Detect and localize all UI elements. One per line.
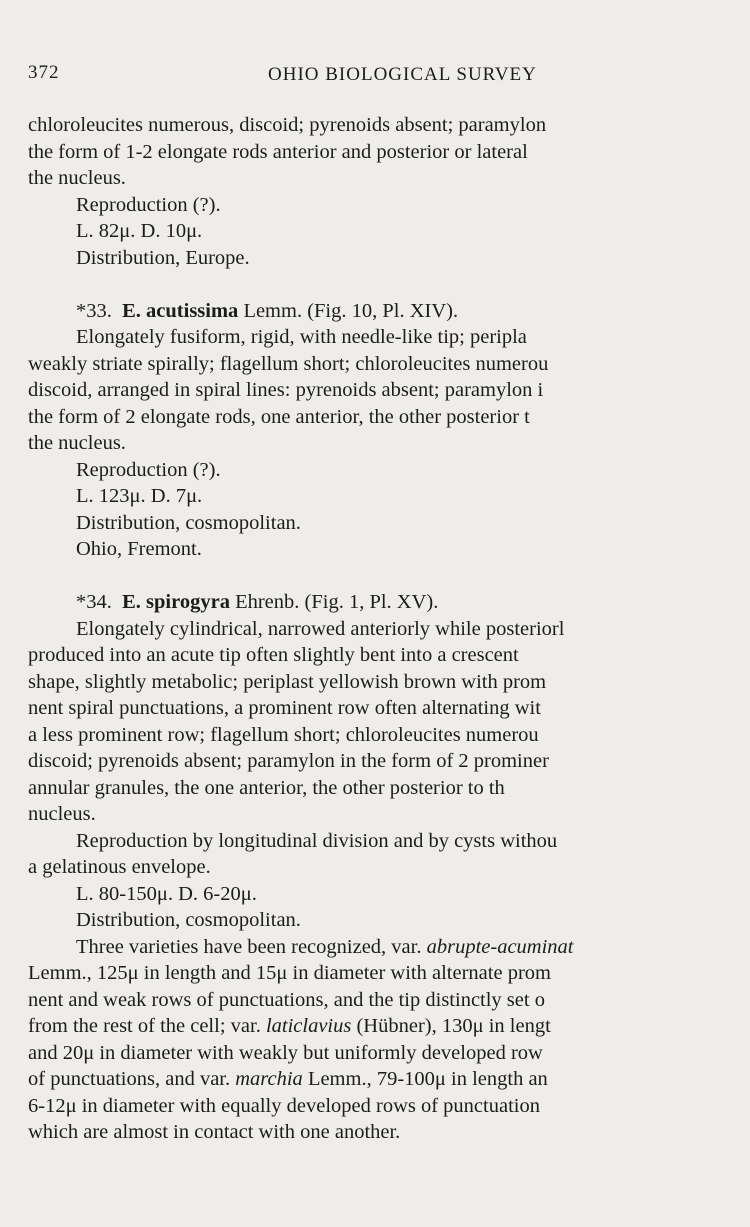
- variety-name: abrupte-acuminat: [426, 935, 574, 958]
- text-line: Elongately fusiform, rigid, with needle-like tip; peripla: [76, 326, 527, 348]
- reproduction-line: Reproduction by longitudinal division and by cysts withou: [76, 829, 558, 852]
- text-line: nucleus.: [28, 803, 96, 825]
- text-line: the nucleus.: [28, 167, 126, 189]
- text-line: Lemm., 125μ in length and 15μ in diameter with alternate prom: [28, 962, 551, 984]
- distribution-line: Distribution, cosmopolitan.: [76, 511, 301, 534]
- locality-line: Ohio, Fremont.: [76, 538, 202, 560]
- text-line: the form of 1-2 elongate rods anterior and posterior or lateral: [28, 140, 528, 163]
- text-run: Lemm., 79-100μ in length an: [302, 1068, 548, 1090]
- text-line: the nucleus.: [28, 432, 126, 454]
- text-line: produced into an acute tip often slightly bent into a crescent: [28, 644, 519, 666]
- text-line: Elongately cylindrical, narrowed anteriorly while posteriorl: [76, 617, 565, 640]
- measurement-line: L. 80-150μ. D. 6-20μ.: [76, 882, 257, 905]
- text-line: weakly striate spirally; flagellum short; chloroleucites numerou: [28, 352, 549, 375]
- species-number: *34.: [76, 591, 112, 613]
- species-authority: Lemm. (Fig. 10, Pl. XIV).: [238, 299, 459, 322]
- text-run: from the rest of the cell; var.: [28, 1015, 266, 1037]
- species-heading: [28, 589, 750, 616]
- text-line: which are almost in contact with one another.: [28, 1121, 401, 1143]
- varieties-line: [28, 1066, 750, 1093]
- text-line: nent and weak rows of punctuations, and the tip distinctly set o: [28, 988, 545, 1011]
- text-line: discoid, arranged in spiral lines: pyrenoids absent; paramylon i: [28, 379, 544, 401]
- text-line: 6-12μ in diameter with equally developed rows of punctuation: [28, 1094, 540, 1117]
- text-line: and 20μ in diameter with weakly but uniformly developed row: [28, 1041, 543, 1064]
- species-name: E. acutissima: [122, 299, 239, 322]
- page-header: [28, 62, 730, 96]
- spacer: [28, 563, 750, 590]
- measurement-line: L. 82μ. D. 10μ.: [76, 220, 203, 242]
- spacer: [28, 271, 750, 298]
- text-line: chloroleucites numerous, discoid; pyrenoids absent; paramylon: [28, 114, 547, 136]
- text-run: Three varieties have been recognized, var.: [76, 935, 427, 958]
- species-name: E. spirogyra: [122, 591, 230, 613]
- reproduction-line: Reproduction (?).: [76, 193, 221, 216]
- text-line: discoid; pyrenoids absent; paramylon in the form of 2 prominer: [28, 750, 549, 772]
- running-title: OHIO BIOLOGICAL SURVEY: [268, 64, 537, 85]
- variety-name: marchia: [235, 1068, 303, 1090]
- text-line: nent spiral punctuations, a prominent row often alternating wit: [28, 697, 541, 719]
- text-run: of punctuations, and var.: [28, 1068, 236, 1090]
- species-heading: [28, 298, 750, 325]
- distribution-line: Distribution, Europe.: [76, 246, 250, 269]
- reproduction-line: a gelatinous envelope.: [28, 856, 211, 878]
- distribution-line: Distribution, cosmopolitan.: [76, 909, 301, 931]
- text-line: annular granules, the one anterior, the other posterior to th: [28, 776, 505, 799]
- text-line: shape, slightly metabolic; periplast yellowish brown with prom: [28, 670, 547, 693]
- varieties-line: [28, 934, 750, 961]
- variety-name: laticlavius: [265, 1015, 352, 1037]
- text-run: (Hübner), 130μ in lengt: [351, 1015, 551, 1037]
- text-line: the form of 2 elongate rods, one anterior, the other posterior t: [28, 405, 530, 428]
- reproduction-line: Reproduction (?).: [76, 458, 221, 481]
- species-authority: Ehrenb. (Fig. 1, Pl. XV).: [229, 591, 439, 613]
- varieties-line: [28, 1013, 750, 1040]
- page-body: [28, 112, 750, 1146]
- page-number: 372: [28, 62, 60, 83]
- measurement-line: L. 123μ. D. 7μ.: [76, 485, 203, 507]
- text-line: a less prominent row; flagellum short; chloroleucites numerou: [28, 723, 539, 746]
- species-number: *33.: [76, 299, 112, 322]
